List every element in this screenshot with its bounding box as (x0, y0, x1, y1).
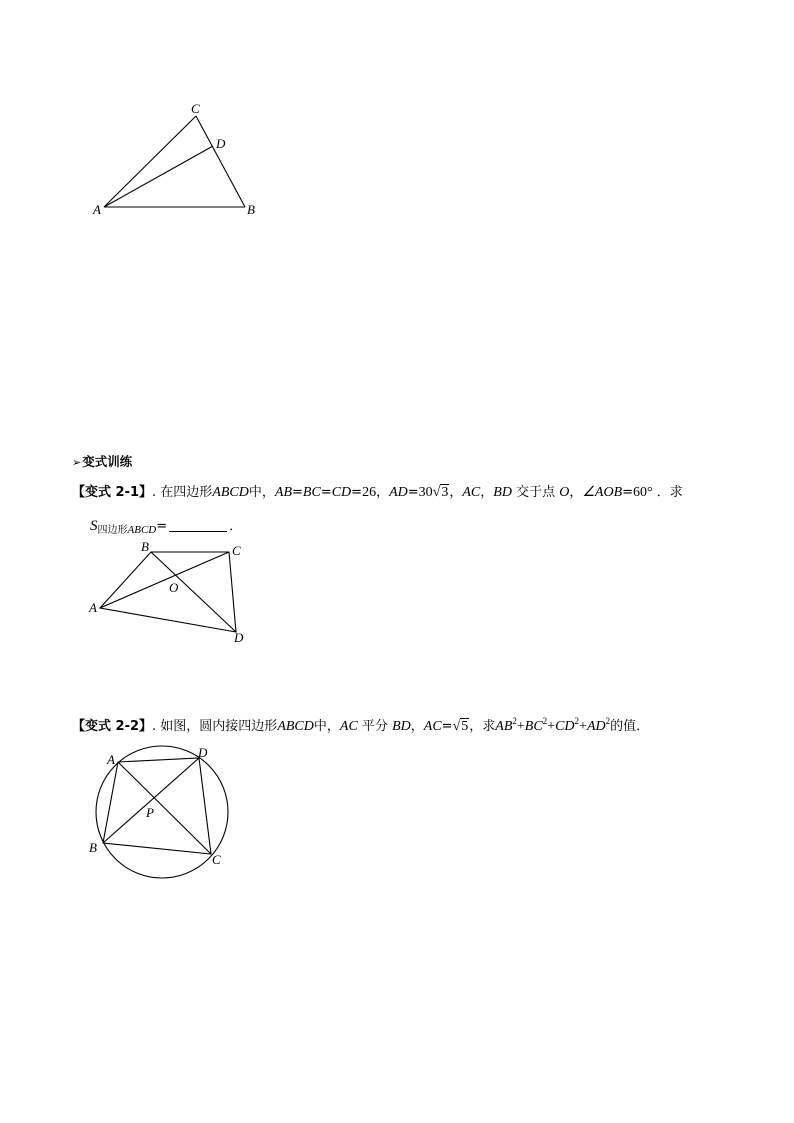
label-b: B (141, 539, 149, 554)
text: ．求 (656, 485, 683, 500)
subscript-abcd: ABCD (127, 524, 157, 536)
diagonal-bd (151, 552, 236, 632)
exponent: 2 (542, 716, 548, 726)
text: 如图，圆内接四边形 (160, 719, 278, 734)
text: ，求 (469, 719, 496, 734)
var-cd: CD (555, 719, 575, 734)
equals: = (156, 519, 168, 534)
problem-tag: 【变式 2-1】 (72, 485, 153, 500)
radicand: 3 (441, 485, 449, 500)
comma: ， (376, 485, 390, 500)
label-b: B (247, 202, 255, 217)
period: ． (229, 519, 243, 534)
label-b: B (89, 840, 97, 855)
var-bd: BD (493, 485, 512, 500)
var-ad: AD (389, 485, 408, 500)
label-p: P (146, 805, 154, 820)
quadrilateral-abcd (103, 758, 211, 854)
label-d: D (216, 136, 226, 151)
label-d: D (234, 630, 244, 645)
plus: + (579, 719, 587, 734)
quad-name: ABCD (212, 485, 249, 500)
label-c: C (232, 543, 241, 558)
diagonal-bd (103, 758, 199, 843)
answer-blank[interactable] (169, 531, 227, 532)
cyclic-quadrilateral-figure (85, 740, 235, 880)
var-bd: BD (392, 719, 411, 734)
label-a: A (107, 752, 115, 767)
var-ab: AB (495, 719, 513, 734)
comma: ， (569, 485, 583, 500)
diagonal-ac (118, 762, 211, 854)
label-c: C (212, 852, 221, 867)
var-o: O (559, 485, 570, 500)
circumcircle (96, 746, 228, 878)
section-title: 变式训练 (82, 454, 133, 469)
equals: = (292, 485, 303, 500)
segment-ad (104, 146, 213, 207)
equals: = (622, 485, 634, 500)
equals: = (351, 485, 363, 500)
sqrt-3: √3 (432, 485, 449, 500)
section-header (72, 452, 132, 470)
area-answer-line (90, 515, 242, 536)
label-a: A (89, 600, 97, 615)
quadrilateral-figure (85, 535, 260, 650)
comma: ， (480, 485, 494, 500)
segment-cb (196, 116, 245, 207)
var-cd: CD (331, 485, 352, 500)
arrow-icon: ➢ (72, 456, 82, 469)
text: 中， (248, 485, 275, 500)
subscript-text: 四边形 (97, 525, 128, 536)
area-symbol: S (90, 518, 98, 534)
var-ac: AC (423, 719, 442, 734)
triangle-figure (85, 95, 275, 225)
problem-tag: 【变式 2-2】 (72, 719, 153, 734)
text: 在四边形 (160, 485, 213, 500)
value-26: 26 (362, 485, 377, 500)
var-ab: AB (274, 485, 292, 500)
var-ac: AC (339, 719, 358, 734)
angle-value: 60° (633, 485, 653, 500)
var-bc: BC (302, 485, 321, 500)
label-c: C (191, 101, 200, 116)
angle-aob: ∠AOB (582, 485, 623, 500)
text: 交于点 (516, 485, 556, 500)
var-bc: BC (524, 719, 543, 734)
label-d: D (198, 745, 208, 760)
text: 的值． (610, 719, 650, 734)
label-a: A (93, 202, 101, 217)
comma: ， (410, 719, 424, 734)
plus: + (516, 719, 525, 734)
comma: ， (449, 485, 463, 500)
quad-name: ABCD (277, 719, 314, 734)
segment-ac (104, 116, 196, 207)
tag-dot: . (152, 719, 157, 734)
sqrt-5: √5 (452, 719, 469, 734)
plus: + (547, 719, 556, 734)
problem-2-1 (72, 484, 683, 502)
label-o: O (169, 580, 179, 595)
coef-30: 30 (418, 485, 433, 500)
tag-dot: . (152, 485, 157, 500)
radicand: 5 (461, 719, 469, 734)
exponent: 2 (605, 716, 611, 726)
text: 中， (313, 719, 340, 734)
equals: = (441, 719, 453, 734)
quadrilateral-abcd (100, 552, 236, 632)
text: 平分 (361, 719, 388, 734)
exponent: 2 (574, 716, 580, 726)
problem-2-2 (72, 718, 649, 736)
diagonal-ac (100, 552, 229, 608)
var-ad: AD (586, 719, 606, 734)
var-ac: AC (462, 485, 481, 500)
equals: = (320, 485, 332, 500)
equals: = (407, 485, 419, 500)
exponent: 2 (512, 716, 517, 726)
